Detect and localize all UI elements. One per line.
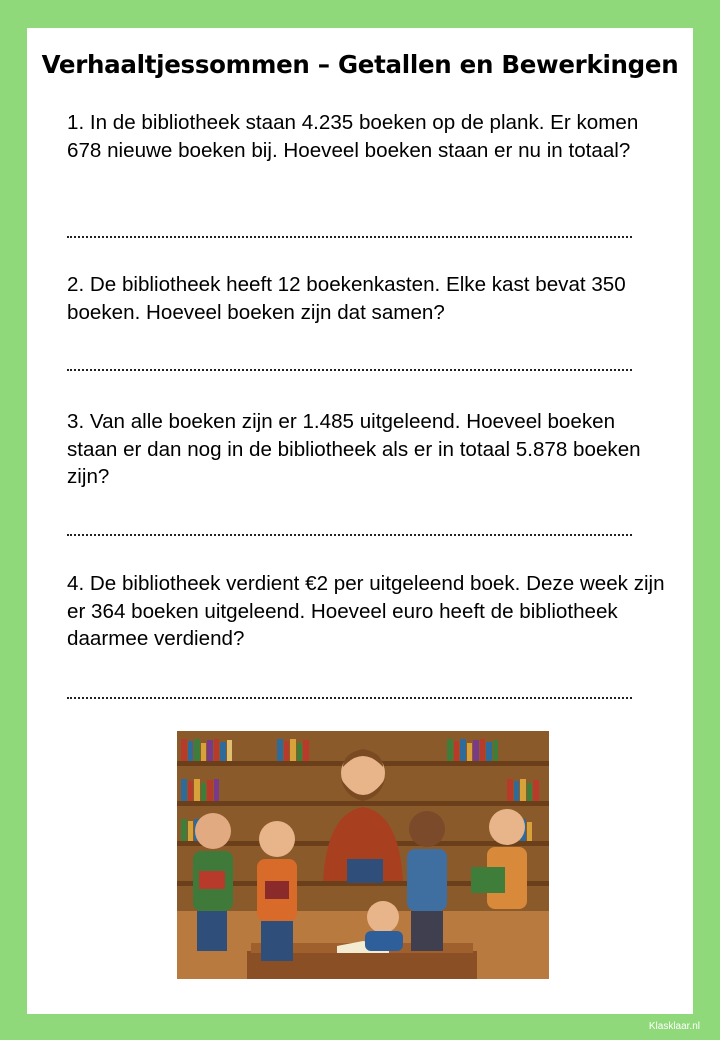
footer-brand: Klasklaar.nl — [648, 1021, 700, 1032]
question-3: 3. Van alle boeken zijn er 1.485 uitgeleend. Hoeveel boeken staan er dan nog in de bibliotheek als er in totaal 5.878 boeken zijn? — [67, 410, 641, 488]
question-1: 1. In de bibliotheek staan 4.235 boeken op de plank. Er komen 678 nieuwe boeken bij. Hoeveel boeken staan er nu in totaal? — [67, 111, 639, 162]
worksheet — [27, 28, 693, 1014]
answer-line-3[interactable] — [67, 530, 632, 536]
question-2: 2. De bibliotheek heeft 12 boekenkasten. Elke kast bevat 350 boeken. Hoeveel boeken zijn dat samen? — [67, 273, 626, 324]
answer-line-2[interactable] — [67, 365, 632, 371]
answer-line-4[interactable] — [67, 693, 632, 699]
worksheet-title: Verhaaltjessommen – Getallen en Bewerkingen — [41, 50, 679, 79]
answer-line-1[interactable] — [67, 232, 632, 238]
question-4: 4. De bibliotheek verdient €2 per uitgeleend boek. Deze week zijn er 364 boeken uitgeleend. Hoeveel euro heeft de bibliotheek daarmee verdiend? — [67, 572, 665, 650]
library-illustration — [177, 731, 549, 979]
